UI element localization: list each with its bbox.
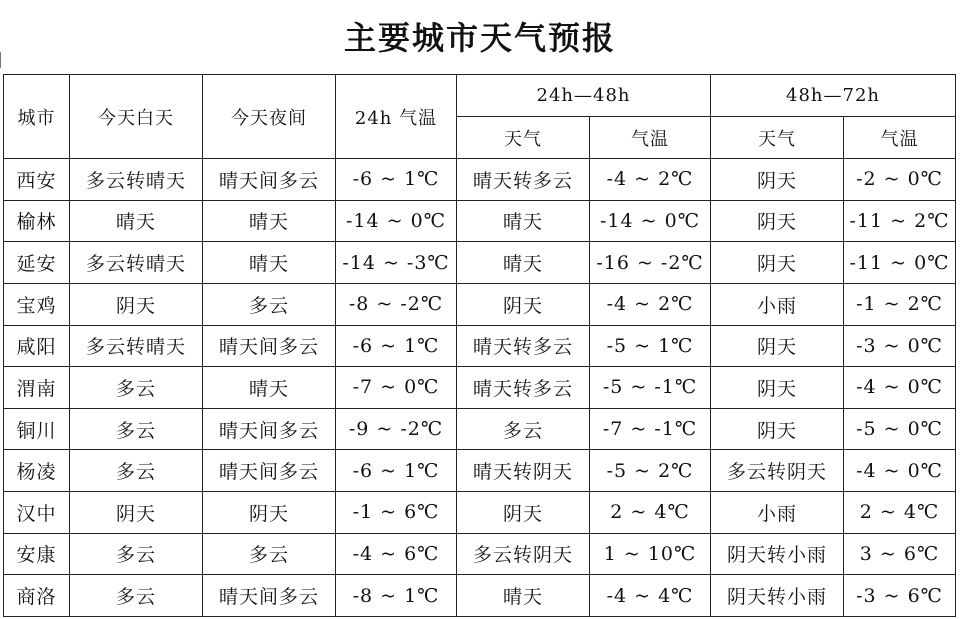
- cell-w48: 阴天: [457, 492, 590, 534]
- cell-t24: -6 ~ 1℃: [336, 159, 457, 201]
- cell-night: 晴天间多云: [203, 325, 336, 367]
- cell-t72: -11 ~ 0℃: [844, 242, 956, 284]
- cell-city: 榆林: [4, 200, 70, 242]
- table-row: [4, 492, 956, 534]
- cell-city: 延安: [4, 242, 70, 284]
- cell-w48: 晴天转多云: [457, 325, 590, 367]
- cell-w72: 阴天: [711, 159, 844, 201]
- cell-day: 多云转晴天: [70, 242, 203, 284]
- table-row: [4, 575, 956, 617]
- col-header-today-night: 今天夜间: [203, 75, 336, 159]
- cell-t48: -5 ~ 1℃: [590, 325, 711, 367]
- cell-t72: -3 ~ 6℃: [844, 575, 956, 617]
- cell-night: 晴天间多云: [203, 408, 336, 450]
- cell-t72: 3 ~ 6℃: [844, 533, 956, 575]
- cell-t48: 2 ~ 4℃: [590, 492, 711, 534]
- cell-t72: -2 ~ 0℃: [844, 159, 956, 201]
- cell-w72: 多云转阴天: [711, 450, 844, 492]
- table-row: [4, 159, 956, 201]
- cell-t24: -8 ~ -2℃: [336, 283, 457, 325]
- cell-city: 安康: [4, 533, 70, 575]
- cell-day: 阴天: [70, 283, 203, 325]
- cell-t48: -5 ~ -1℃: [590, 367, 711, 409]
- col-header-today-day: 今天白天: [70, 75, 203, 159]
- cell-t48: -4 ~ 2℃: [590, 283, 711, 325]
- col-header-city: 城市: [4, 75, 70, 159]
- cell-w72: 阴天转小雨: [711, 533, 844, 575]
- col-header-24-48h: 24h—48h: [457, 75, 711, 117]
- cell-t48: -5 ~ 2℃: [590, 450, 711, 492]
- cell-w72: 小雨: [711, 283, 844, 325]
- cell-night: 多云: [203, 283, 336, 325]
- cell-city: 铜川: [4, 408, 70, 450]
- cell-t24: -6 ~ 1℃: [336, 450, 457, 492]
- cell-t24: -6 ~ 1℃: [336, 325, 457, 367]
- cell-t48: -16 ~ -2℃: [590, 242, 711, 284]
- cell-t48: -7 ~ -1℃: [590, 408, 711, 450]
- cell-night: 多云: [203, 533, 336, 575]
- cell-night: 晴天间多云: [203, 159, 336, 201]
- col-header-48-72h: 48h—72h: [711, 75, 956, 117]
- cell-city: 杨凌: [4, 450, 70, 492]
- cell-w72: 阴天: [711, 325, 844, 367]
- cell-w72: 阴天: [711, 367, 844, 409]
- cell-t72: -11 ~ 2℃: [844, 200, 956, 242]
- table-row: [4, 367, 956, 409]
- cell-t72: -5 ~ 0℃: [844, 408, 956, 450]
- cell-w48: 多云: [457, 408, 590, 450]
- cell-city: 渭南: [4, 367, 70, 409]
- cell-w48: 晴天: [457, 200, 590, 242]
- cell-t48: -14 ~ 0℃: [590, 200, 711, 242]
- cell-w72: 阴天: [711, 200, 844, 242]
- cell-city: 商洛: [4, 575, 70, 617]
- cell-night: 晴天间多云: [203, 575, 336, 617]
- cell-day: 多云转晴天: [70, 159, 203, 201]
- cell-t72: -4 ~ 0℃: [844, 367, 956, 409]
- cell-t24: -14 ~ -3℃: [336, 242, 457, 284]
- table-row: [4, 450, 956, 492]
- table-row: [4, 325, 956, 367]
- cell-day: 阴天: [70, 492, 203, 534]
- cell-day: 晴天: [70, 200, 203, 242]
- cell-t72: -3 ~ 0℃: [844, 325, 956, 367]
- cell-w72: 阴天转小雨: [711, 575, 844, 617]
- table-row: [4, 242, 956, 284]
- cell-w48: 阴天: [457, 283, 590, 325]
- cell-t72: -1 ~ 2℃: [844, 283, 956, 325]
- table-row: [4, 283, 956, 325]
- cell-city: 西安: [4, 159, 70, 201]
- cell-night: 阴天: [203, 492, 336, 534]
- cell-t72: -4 ~ 0℃: [844, 450, 956, 492]
- cell-w48: 晴天转多云: [457, 367, 590, 409]
- col-header-weather-72h: 天气: [711, 117, 844, 159]
- cell-t48: -4 ~ 2℃: [590, 159, 711, 201]
- cell-day: 多云转晴天: [70, 325, 203, 367]
- cell-city: 宝鸡: [4, 283, 70, 325]
- cell-w48: 晴天: [457, 242, 590, 284]
- col-header-temp-24h: 24h 气温: [336, 75, 457, 159]
- cell-t24: -1 ~ 6℃: [336, 492, 457, 534]
- table-row: [4, 408, 956, 450]
- cell-night: 晴天: [203, 367, 336, 409]
- cell-t48: -4 ~ 4℃: [590, 575, 711, 617]
- cell-t24: -14 ~ 0℃: [336, 200, 457, 242]
- col-header-weather-48h: 天气: [457, 117, 590, 159]
- cell-t24: -9 ~ -2℃: [336, 408, 457, 450]
- page-title: 主要城市天气预报: [343, 19, 616, 57]
- cell-city: 汉中: [4, 492, 70, 534]
- cell-day: 多云: [70, 450, 203, 492]
- cell-day: 多云: [70, 408, 203, 450]
- cell-w72: 小雨: [711, 492, 844, 534]
- cell-city: 咸阳: [4, 325, 70, 367]
- cell-day: 多云: [70, 533, 203, 575]
- table-row: [4, 533, 956, 575]
- cell-w72: 阴天: [711, 408, 844, 450]
- cell-t72: 2 ~ 4℃: [844, 492, 956, 534]
- cell-night: 晴天: [203, 200, 336, 242]
- cell-t24: -8 ~ 1℃: [336, 575, 457, 617]
- margin-mark: [0, 52, 1, 68]
- cell-t24: -4 ~ 6℃: [336, 533, 457, 575]
- table-row: [4, 200, 956, 242]
- cell-t48: 1 ~ 10℃: [590, 533, 711, 575]
- cell-day: 多云: [70, 367, 203, 409]
- col-header-temp-72h: 气温: [844, 117, 956, 159]
- cell-w48: 晴天: [457, 575, 590, 617]
- col-header-temp-48h: 气温: [590, 117, 711, 159]
- table-body: [4, 159, 956, 617]
- cell-night: 晴天间多云: [203, 450, 336, 492]
- weather-table: [3, 74, 956, 617]
- cell-w48: 晴天转多云: [457, 159, 590, 201]
- cell-t24: -7 ~ 0℃: [336, 367, 457, 409]
- cell-w48: 多云转阴天: [457, 533, 590, 575]
- cell-day: 多云: [70, 575, 203, 617]
- cell-w48: 晴天转阴天: [457, 450, 590, 492]
- cell-w72: 阴天: [711, 242, 844, 284]
- cell-night: 晴天: [203, 242, 336, 284]
